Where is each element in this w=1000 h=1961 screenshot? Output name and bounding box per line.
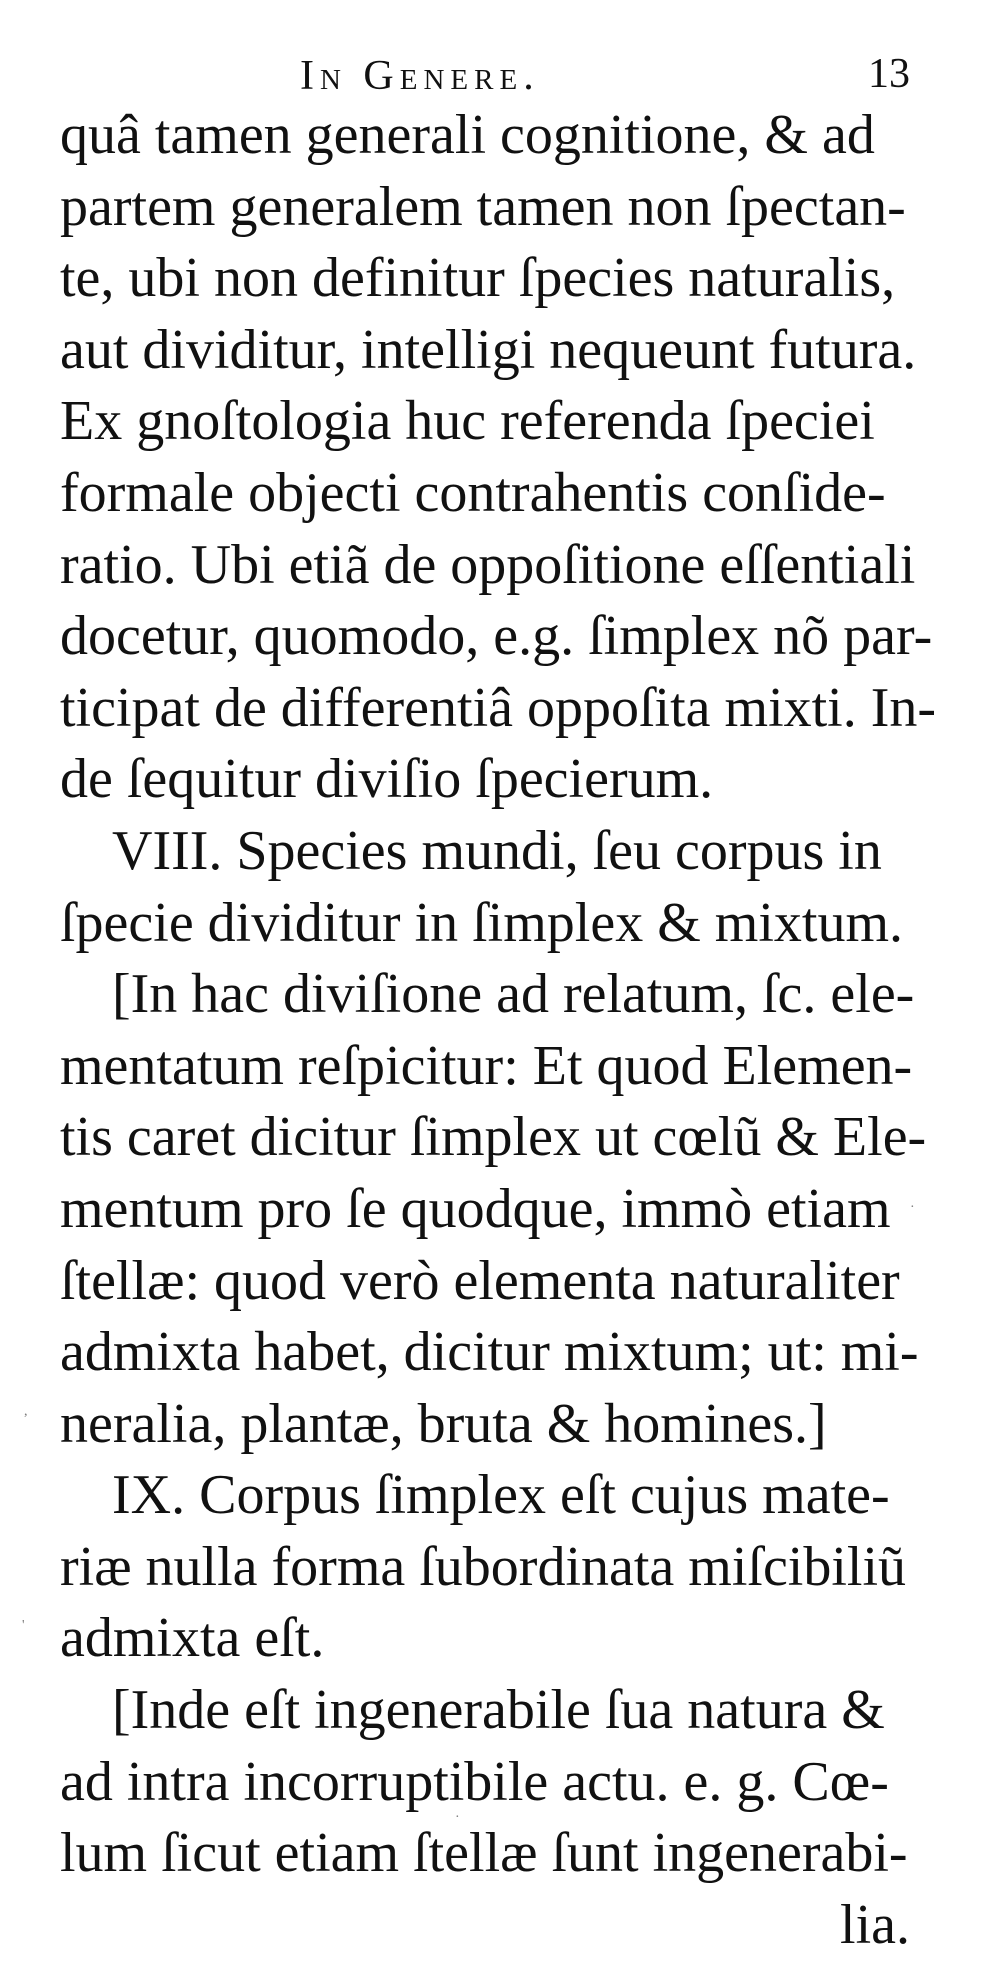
text-line: de ſequitur diviſio ſpecierum. bbox=[60, 748, 714, 811]
print-speck: · bbox=[910, 1200, 915, 1215]
text-line: neralia, plantæ, bruta & homines.] bbox=[60, 1392, 827, 1455]
text-line: Ex gnoſtologia huc referenda ſpeciei bbox=[60, 390, 875, 453]
text-line: ſpecie dividitur in ſimplex & mixtum. bbox=[60, 891, 904, 954]
running-title: In Genere. bbox=[300, 53, 540, 99]
text-line: ticipat de differentiâ oppoſita mixti. In- bbox=[60, 676, 937, 739]
text-line: mentatum reſpicitur: Et quod Elemen- bbox=[60, 1034, 913, 1097]
text-line: aut dividitur, intelligi nequeunt futura. bbox=[60, 318, 917, 381]
print-speck: · bbox=[455, 1810, 460, 1825]
bracketed-note-start: [Inde eſt ingenerabile ſua natura & bbox=[112, 1679, 885, 1742]
text-line: admixta eſt. bbox=[60, 1607, 325, 1670]
text-line: formale objecti contrahentis conſide- bbox=[60, 461, 886, 524]
text-line: ad intra incorruptibile actu. e. g. Cœ- bbox=[60, 1750, 889, 1813]
text-line: riæ nulla forma ſubordinata miſcibiliũ bbox=[60, 1535, 907, 1598]
text-line: te, ubi non definitur ſpecies naturalis, bbox=[60, 247, 896, 310]
text-line: ſtellæ: quod verò elementa naturaliter bbox=[60, 1249, 900, 1312]
text-line: admixta habet, dicitur mixtum; ut: mi- bbox=[60, 1321, 919, 1384]
text-line-final: lia. bbox=[840, 1893, 910, 1956]
text-line: partem generalem tamen non ſpectan- bbox=[60, 175, 906, 238]
bracketed-note-start: [In hac diviſione ad relatum, ſc. ele- bbox=[112, 963, 915, 1026]
paragraph-viii-start: VIII. Species mundi, ſeu corpus in bbox=[112, 819, 882, 882]
paragraph-ix-start: IX. Corpus ſimplex eſt cujus mate- bbox=[112, 1464, 890, 1527]
text-line: docetur, quomodo, e.g. ſimplex nõ par- bbox=[60, 605, 933, 668]
text-line: tis caret dicitur ſimplex ut cœlũ & Ele- bbox=[60, 1106, 927, 1169]
page-number: 13 bbox=[868, 51, 910, 97]
print-speck: , bbox=[24, 1404, 28, 1419]
text-line: quâ tamen generali cognitione, & ad bbox=[60, 104, 875, 166]
print-speck: ' bbox=[22, 1618, 25, 1633]
running-head bbox=[60, 48, 910, 108]
text-line: ratio. Ubi etiã de oppoſitione eſſentiali bbox=[60, 533, 916, 596]
body-text bbox=[60, 100, 937, 1961]
text-line: lum ſicut etiam ſtellæ ſunt ingenerabi- bbox=[60, 1822, 908, 1885]
text-line: mentum pro ſe quodque, immò etiam bbox=[60, 1177, 891, 1240]
